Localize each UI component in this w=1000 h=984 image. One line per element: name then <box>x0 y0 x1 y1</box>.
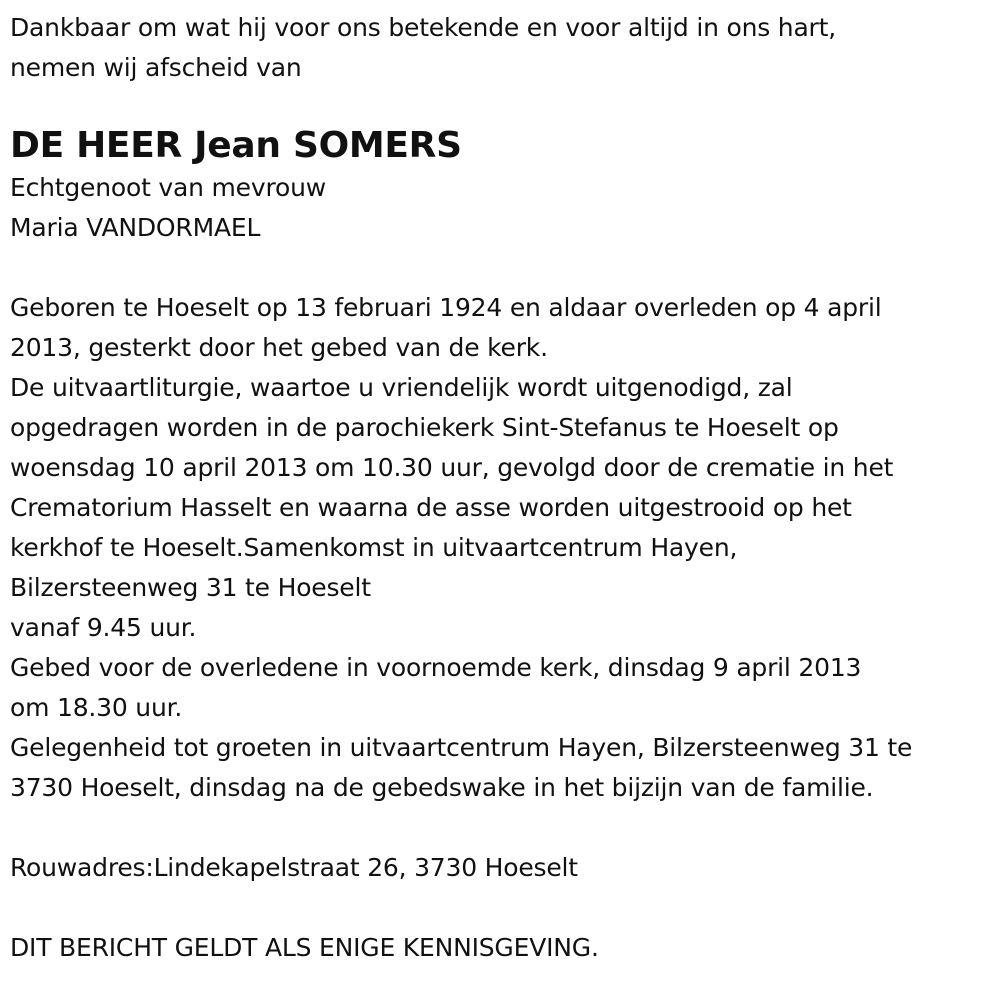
details-line: 2013, gesterkt door het gebed van de kerk. <box>10 333 548 362</box>
details-line: Crematorium Hasselt en waarna de asse worden uitgestrooid op het <box>10 493 852 522</box>
details-line: vanaf 9.45 uur. <box>10 613 197 642</box>
details-line: Gelegenheid tot groeten in uitvaartcentrum Hayen, Bilzersteenweg 31 te <box>10 733 913 762</box>
details-line: woensdag 10 april 2013 om 10.30 uur, gevolgd door de crematie in het <box>10 453 894 482</box>
details-line: Bilzersteenweg 31 te Hoeselt <box>10 573 371 602</box>
closing-notice: DIT BERICHT GELDT ALS ENIGE KENNISGEVING. <box>10 933 599 962</box>
details-line: De uitvaartliturgie, waartoe u vriendelijk wordt uitgenodigd, zal <box>10 373 793 402</box>
intro-text <box>10 8 995 88</box>
spouse-text <box>10 168 995 248</box>
details-line: Geboren te Hoeselt op 13 februari 1924 en aldaar overleden op 4 april <box>10 293 882 322</box>
spacer <box>10 808 995 848</box>
details-line: kerkhof te Hoeselt.Samenkomst in uitvaartcentrum Hayen, <box>10 533 738 562</box>
spouse-line: Echtgenoot van mevrouw <box>10 173 326 202</box>
spacer <box>10 888 995 928</box>
mourning-address: Rouwadres:Lindekapelstraat 26, 3730 Hoeselt <box>10 853 578 882</box>
intro-line: nemen wij afscheid van <box>10 53 302 82</box>
intro-line: Dankbaar om wat hij voor ons betekende en voor altijd in ons hart, <box>10 13 836 42</box>
details-text <box>10 288 995 808</box>
obituary-notice <box>10 8 995 968</box>
details-line: opgedragen worden in de parochiekerk Sint-Stefanus te Hoeselt op <box>10 413 839 442</box>
deceased-name: DE HEER Jean SOMERS <box>10 125 462 166</box>
details-line: Gebed voor de overledene in voornoemde kerk, dinsdag 9 april 2013 <box>10 653 862 682</box>
details-line: om 18.30 uur. <box>10 693 183 722</box>
name-block <box>10 100 995 168</box>
spacer <box>10 248 995 288</box>
spouse-line: Maria VANDORMAEL <box>10 213 261 242</box>
details-line: 3730 Hoeselt, dinsdag na de gebedswake in het bijzijn van de familie. <box>10 773 874 802</box>
